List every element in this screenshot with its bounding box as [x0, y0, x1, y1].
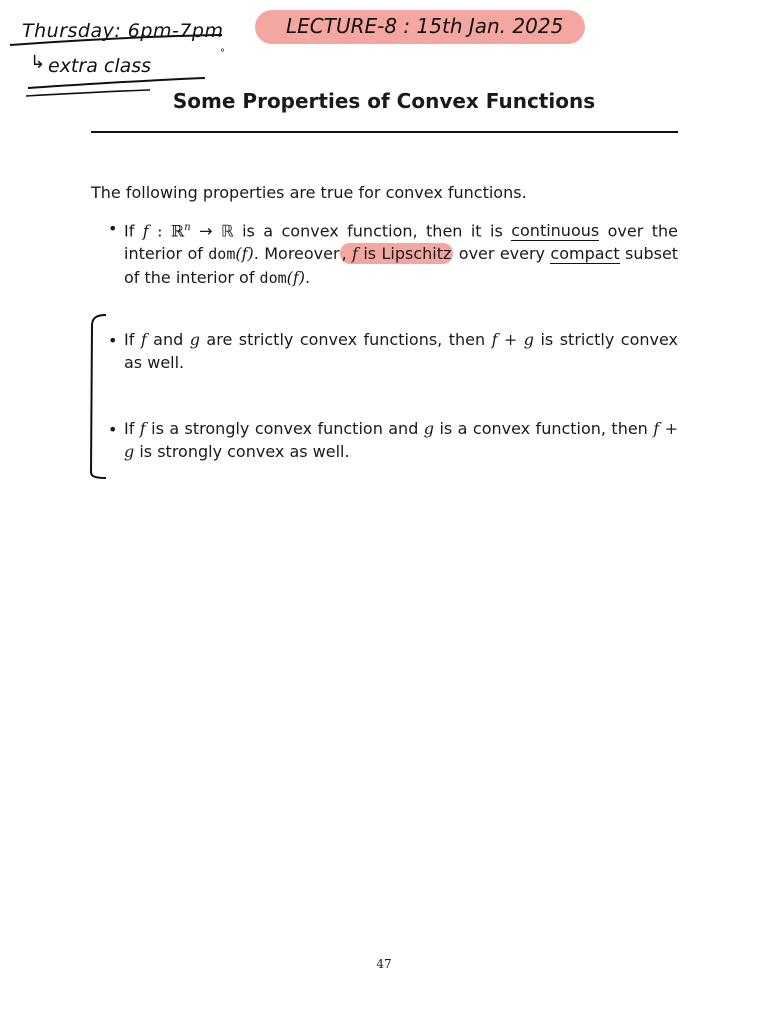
bullet-icon: •	[108, 219, 118, 238]
math-f-plus-g: f + g	[491, 330, 535, 349]
handwritten-bracket	[86, 312, 110, 484]
text-run: over every	[453, 244, 551, 264]
text-run: : ℝ	[148, 221, 185, 241]
text-run: If	[124, 330, 141, 349]
text-run: If	[124, 419, 140, 438]
text-run: ,	[341, 244, 353, 264]
math-f-plus-g: f + g	[124, 419, 679, 461]
page-title: Some Properties of Convex Functions	[172, 89, 596, 113]
text-run: over the interior of	[124, 221, 679, 264]
text-run: is strongly convex as well.	[134, 442, 350, 461]
text-run: is strictly convex as well.	[124, 330, 678, 372]
list-item	[108, 328, 678, 374]
underlined-compact: compact	[550, 244, 620, 264]
math-f: f	[140, 330, 147, 349]
arrow-icon: ↳	[30, 52, 46, 73]
text-run: If	[124, 221, 143, 241]
text-run: → ℝ is a convex function, then it is	[190, 221, 512, 241]
text-run: subset of the interior of	[124, 244, 679, 288]
math-f: (f)	[235, 244, 254, 264]
text-run: is a convex function, then	[434, 419, 654, 438]
math-f: (f)	[286, 268, 306, 288]
list-item	[108, 417, 678, 463]
ink-dot: °	[220, 48, 225, 59]
math-g: g	[423, 419, 435, 438]
bullet-text	[124, 216, 678, 290]
math-f: f	[139, 419, 146, 438]
math-f: f	[142, 221, 149, 241]
text-run: . Moreover	[253, 244, 340, 264]
bullet-text	[124, 328, 678, 374]
bullet-icon: •	[108, 420, 118, 439]
title-divider	[91, 131, 678, 133]
text-run: and	[146, 330, 190, 349]
text-run: is a strongly convex function and	[145, 419, 424, 438]
text-run: is Lipschitz	[357, 244, 452, 264]
lecture-label: LECTURE-8 : 15th Jan. 2025	[286, 14, 564, 38]
handwritten-note-thursday: Thursday: 6pm-7pm	[22, 20, 224, 42]
dom-operator: dom	[259, 269, 287, 288]
dom-operator: dom	[208, 245, 236, 264]
bullet-icon: •	[108, 331, 118, 350]
intro-text: The following properties are true for convex functions.	[91, 183, 527, 202]
handwritten-note-extra-class: extra class	[48, 55, 152, 77]
highlighted-lipschitz	[340, 243, 454, 264]
math-f: f	[352, 244, 358, 264]
text-run: .	[305, 268, 311, 288]
page-number: 47	[376, 957, 392, 971]
bullet-text	[124, 417, 678, 463]
text-run: are strictly convex functions, then	[199, 330, 492, 349]
underlined-continuous: continuous	[511, 221, 600, 241]
math-g: g	[189, 330, 200, 349]
math-superscript: n	[184, 222, 191, 233]
list-item	[108, 216, 678, 290]
